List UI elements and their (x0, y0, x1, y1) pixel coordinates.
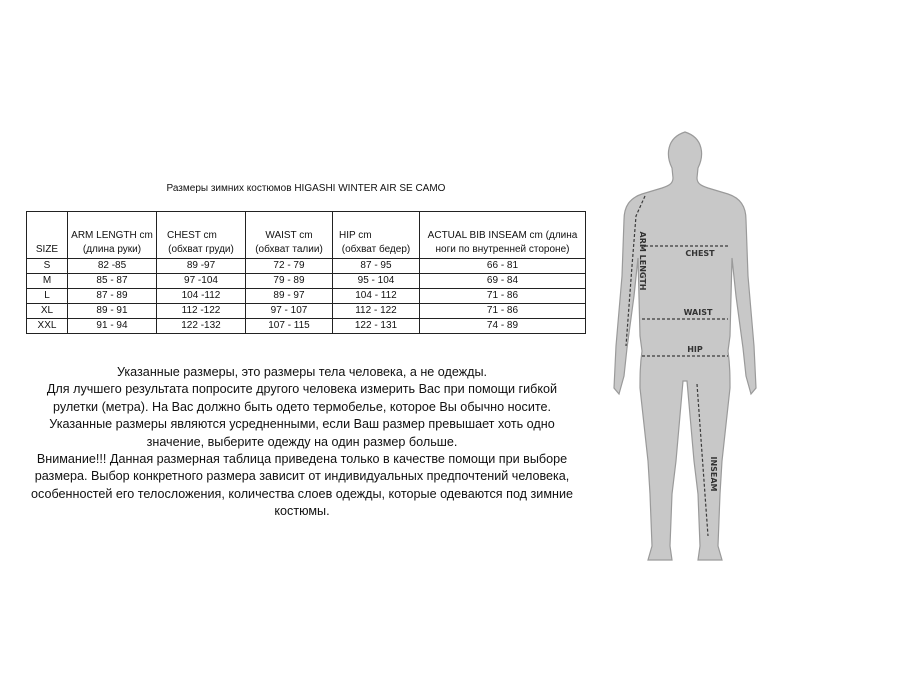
table-cell: S (27, 259, 68, 274)
header-waist: WAIST cm (обхват талии) (246, 212, 333, 259)
table-row (27, 304, 586, 319)
table-cell: 71 - 86 (420, 304, 586, 319)
table-cell: 97 -104 (157, 274, 246, 289)
table-row (27, 274, 586, 289)
header-size: SIZE (27, 212, 68, 259)
table-row (27, 259, 586, 274)
table-cell: 87 - 89 (68, 289, 157, 304)
inseam-label: INSEAM (709, 456, 718, 492)
table-cell: L (27, 289, 68, 304)
arm-length-label: ARM LENGTH (638, 231, 647, 291)
note-line: особенностей его телосложения, количества слоев одежды, которые одеваются под зимние (31, 486, 573, 501)
header-arm-length: ARM LENGTH cm (длина руки) (68, 212, 157, 259)
table-body (27, 259, 586, 334)
header-chest: CHEST cm (обхват груди) (157, 212, 246, 259)
table-cell: 79 - 89 (246, 274, 333, 289)
table-cell: 95 - 104 (333, 274, 420, 289)
table-cell: 97 - 107 (246, 304, 333, 319)
table-cell: 107 - 115 (246, 319, 333, 334)
body-shape (614, 132, 756, 560)
waist-label: WAIST (683, 308, 713, 317)
table-cell: XXL (27, 319, 68, 334)
chest-label: CHEST (685, 249, 715, 258)
table-cell: 85 - 87 (68, 274, 157, 289)
table-cell: 74 - 89 (420, 319, 586, 334)
header-inseam: ACTUAL BIB INSEAM cm (длина ноги по внутренней стороне) (420, 212, 586, 259)
table-cell: 104 - 112 (333, 289, 420, 304)
note-line: Указанные размеры являются усредненными, если Ваш размер превышает хоть одно (49, 417, 555, 432)
table-cell: 104 -112 (157, 289, 246, 304)
note-line: Для лучшего результата попросите другого человека измерить Вас при помощи гибкой (46, 382, 558, 397)
table-cell: 112 - 122 (333, 304, 420, 319)
table-cell: 66 - 81 (420, 259, 586, 274)
table-cell: 89 - 91 (68, 304, 157, 319)
table-cell: 89 -97 (157, 259, 246, 274)
table-cell: 69 - 84 (420, 274, 586, 289)
table-cell: 87 - 95 (333, 259, 420, 274)
table-cell: 72 - 79 (246, 259, 333, 274)
table-cell: 112 -122 (157, 304, 246, 319)
note-line: Указанные размеры, это размеры тела человека, а не одежды. (116, 365, 488, 379)
table-header-row (27, 212, 586, 259)
table-cell: 91 - 94 (68, 319, 157, 334)
table-row (27, 289, 586, 304)
note-line: значение, выберите одежду на один размер больше. (146, 434, 458, 449)
table-cell: 122 - 131 (333, 319, 420, 334)
table-row (27, 319, 586, 334)
size-table (26, 211, 586, 334)
header-hip: HIP cm (обхват бедер) (333, 212, 420, 259)
table-cell: 82 -85 (68, 259, 157, 274)
note-line: размера. Выбор конкретного размера зависит от индивидуальных предпочтений человека, (34, 469, 570, 484)
note-line: костюмы. (274, 504, 330, 519)
hip-label: HIP (687, 345, 703, 354)
note-line: Внимание!!! Данная размерная таблица приведена только в качестве помощи при выборе (36, 452, 568, 467)
table-cell: 122 -132 (157, 319, 246, 334)
body-measurement-figure (610, 126, 760, 566)
body-silhouette (610, 126, 760, 566)
note-line: рулетки (метра). На Вас должно быть одето термобелье, которое Вы обычно носите. (52, 399, 552, 414)
table-cell: 71 - 86 (420, 289, 586, 304)
chart-title: Размеры зимних костюмов HIGASHI WINTER AIR SE CAMO (166, 183, 446, 194)
size-notes (26, 364, 578, 521)
table-cell: XL (27, 304, 68, 319)
table-cell: M (27, 274, 68, 289)
table-cell: 89 - 97 (246, 289, 333, 304)
